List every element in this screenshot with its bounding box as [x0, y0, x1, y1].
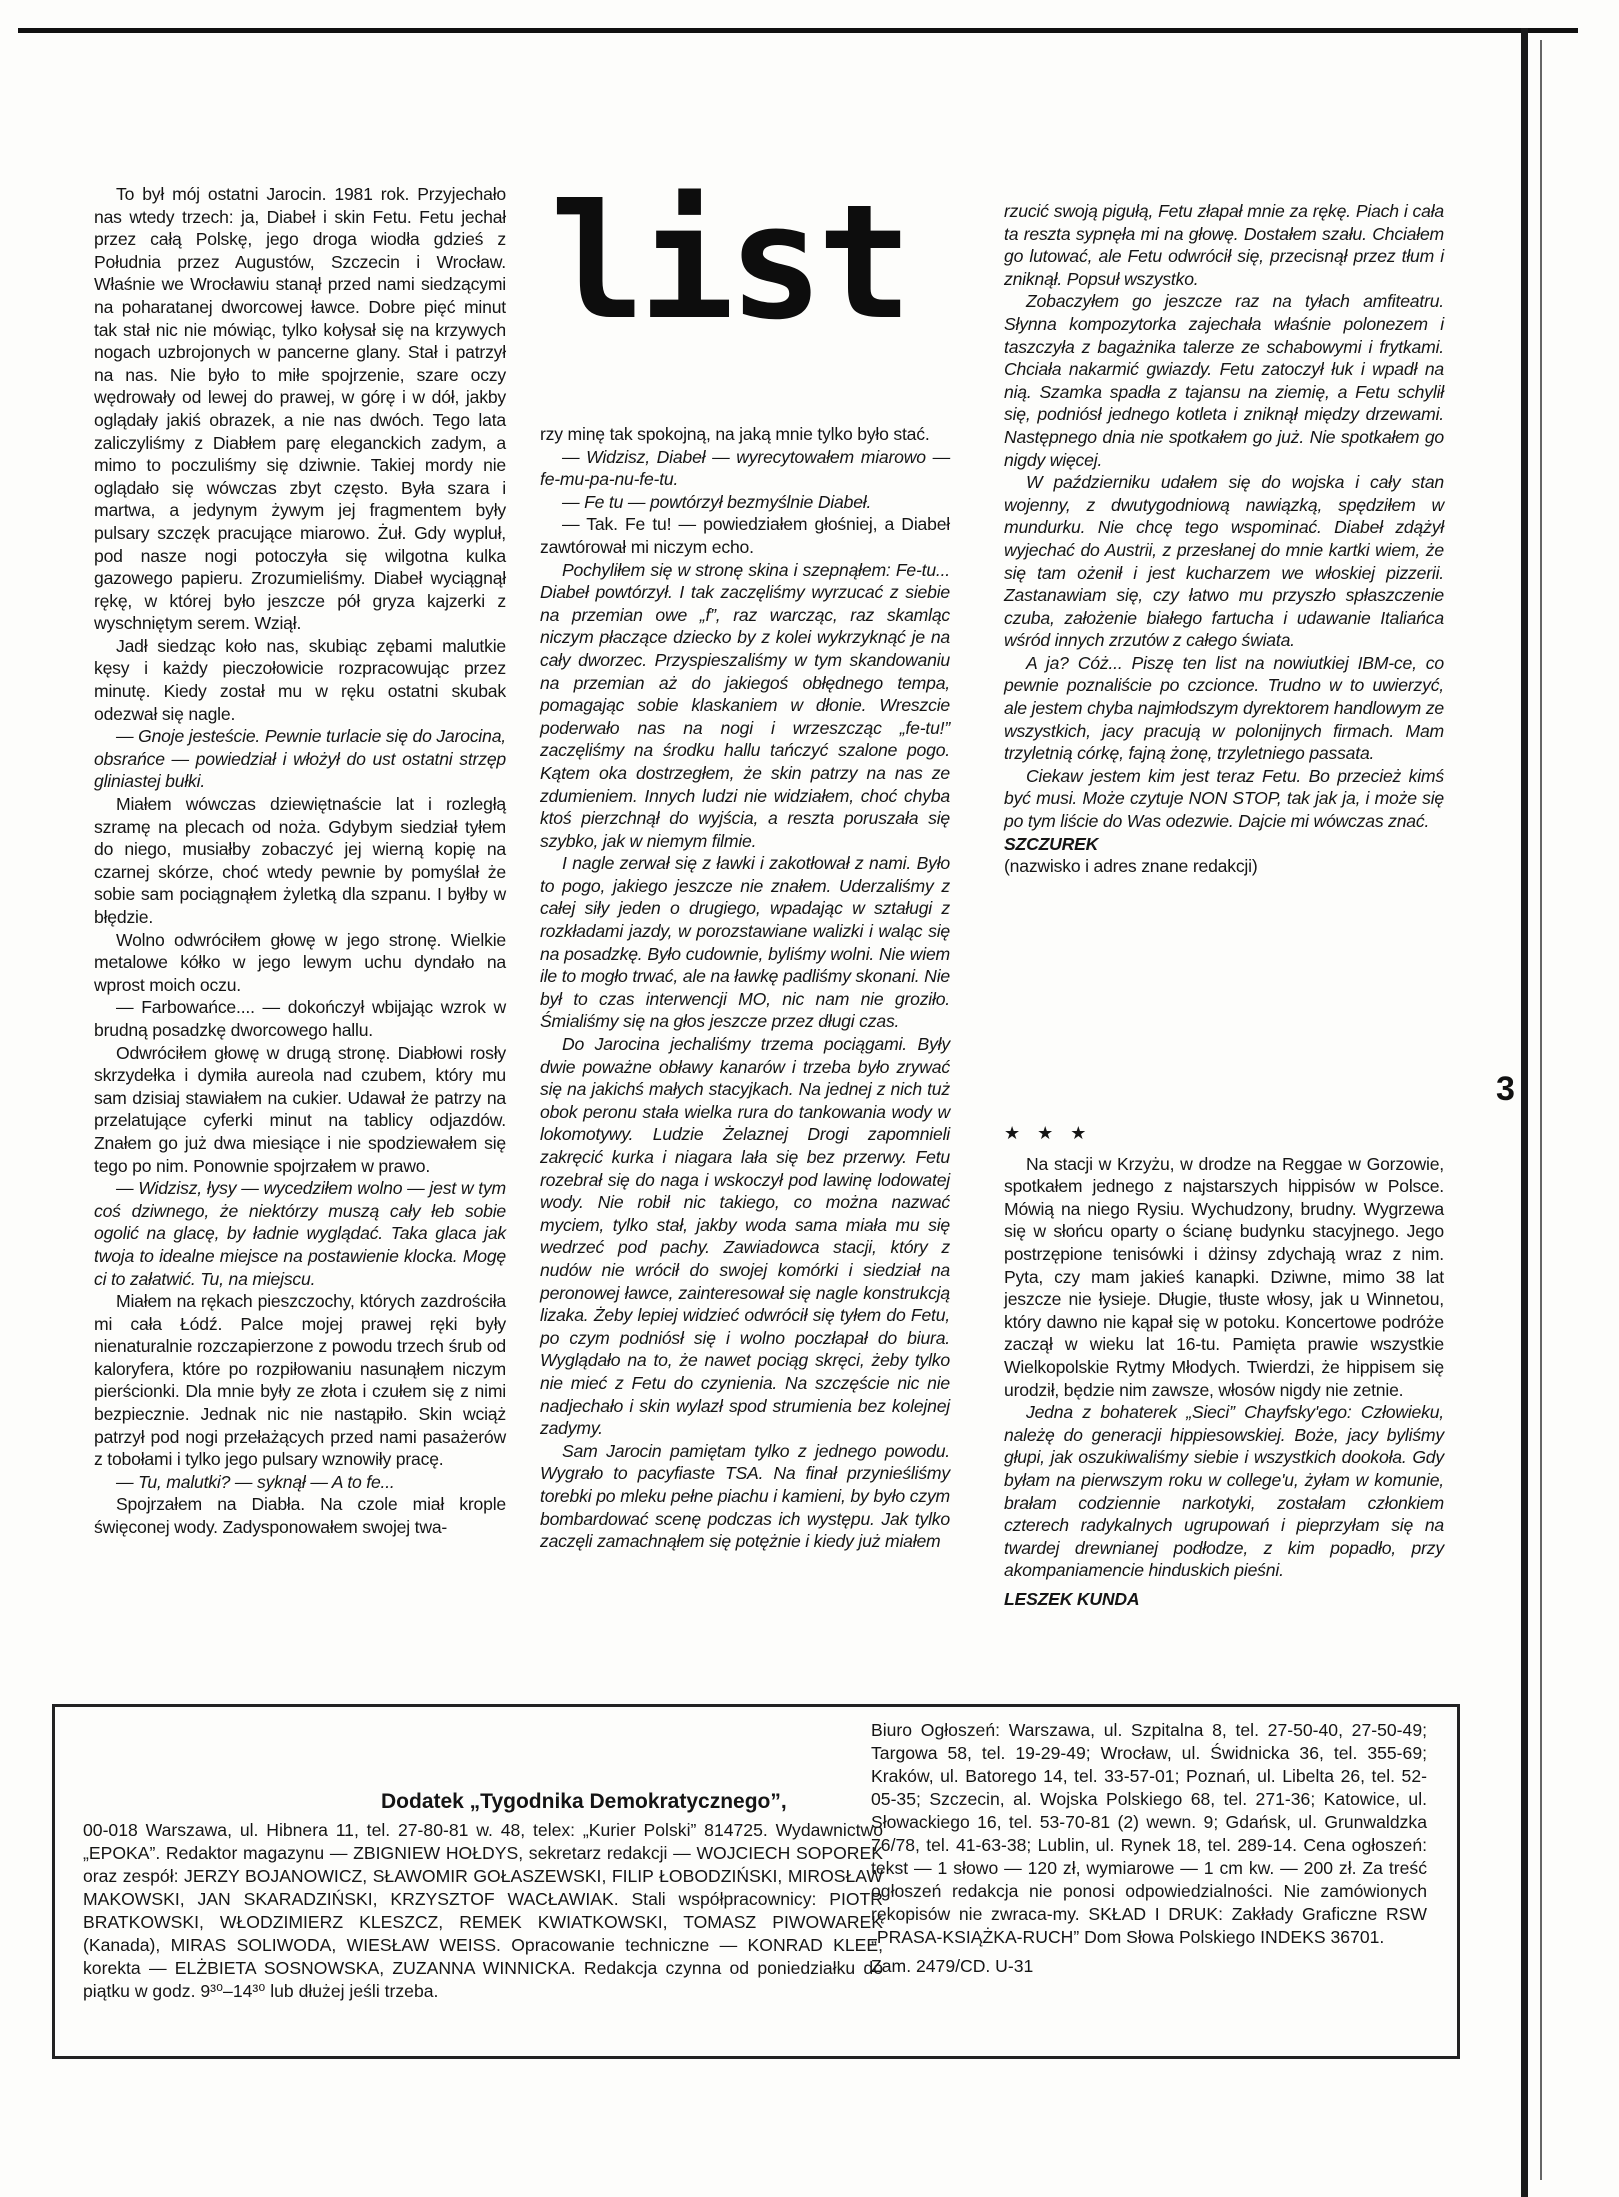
imprint-box	[52, 1704, 1460, 2059]
paragraph: Wolno odwróciłem głowę w jego stronę. Wielkie metalowe kółko w jego lewym uchu dyndało na wprost moich oczu.	[94, 929, 506, 995]
paragraph: — Tak. Fe tu! — powiedziałem głośniej, a Diabeł zawtórował mi niczym echo.	[540, 514, 950, 557]
paragraph: Sam Jarocin pamiętam tylko z jednego powodu. Wygrało to pacyfiaste TSA. Na finał przynieśliśmy torebki po mleku pełne piachu i kamieni, by było czym bombardować scenę podczas ich występu. Jak tylko zaczęli zamachnąłem się potężnie i kiedy już miałem	[540, 1440, 950, 1552]
paragraph: W październiku udałem się do wojska i cały stan wojenny, z dwutygodniową nawiązką, spędziłem w mundurku. Nie chcę tego wspominać. Diabeł zdążył wyjechać do Austrii, z przesłanej do mnie kartki wiem, że się tam ożenił i jest kucharzem we włoskiej pizzerii. Zastanawiam się, czy łatwo mu przyszło spłaszczenie czuba, założenie białego fartucha i udawanie Italiańca wśród innych zrzutów z całego świata.	[1004, 472, 1444, 651]
article-column-2	[540, 423, 950, 1553]
second-article	[1004, 1108, 1444, 1610]
signature-note: (nazwisko i adres znane redakcji)	[1004, 856, 1258, 877]
article-column-1	[94, 183, 506, 1539]
order-number: Zam. 2479/CD. U-31	[871, 1956, 1034, 1976]
paragraph: — Widzisz, Diabeł — wyrecytowałem miarowo — fe-mu-pa-nu-fe-tu.	[540, 446, 950, 490]
paragraph: Miałem na rękach pieszczochy, których zazdrościła mi cała Łódź. Palce mojej prawej ręki były nienaturalnie rozczapierzone z powodu trzech śrub od kaloryfera, które po rozpiłowaniu nasunąłem niczym pierścionki. Dla mnie były ze złota i czułem się z nimi bezpiecznie. Jednak nic nie nastąpiło. Skin wciąż patrzył pod nogi przełażących przed nami pasażerów z tobołami i tylko jego pulsary wznowiły pracę.	[94, 1291, 506, 1470]
top-rule	[18, 28, 1578, 33]
imprint-ads-text: Biuro Ogłoszeń: Warszawa, ul. Szpitalna 8, tel. 27-50-40, 27-50-49; Targowa 58, tel. 19-29-49; Wrocław, ul. Świdnicka 36, tel. 355-69; Kraków, ul. Batorego 14, tel. 33-57-01; Poznań, ul. Libelta 26, tel. 52-05-35; Szczecin, al. Wojska Polskiego 68, tel. 271-36; Katowice, ul. Słowackiego 16, tel. 53-70-81 (2) wewn. 9; Gdańsk, ul. Grunwaldzka 76/78, tel. 41-63-38; Lublin, ul. Rynek 18, tel. 289-14. Cena ogłoszeń: tekst — 1 słowo — 120 zł, wymiarowe — 1 cm kw. — 200 zł. Za treść ogłoszeń redakcja nie ponosi odpowiedzialności. Nie zamówionych rękopisów nie zwraca-my. SKŁAD I DRUK: Zakłady Graficzne RSW „PRASA-KSIĄŻKA-RUCH” Dom Słowa Polskiego INDEKS 36701.	[871, 1720, 1427, 1947]
paragraph: Pochyliłem się w stronę skina i szepnąłem: Fe-tu... Diabeł powtórzył. I tak zaczęliśmy wyrzucać z siebie na przemian owe „f”, raz warcząc, raz skamląc niczym płaczące dziecko by z kolei wykrzyknąć je na cały dworzec. Przyspieszaliśmy w tym skandowaniu na przemian aż do jakiegoś obłędnego tempa, pomagając sobie klaskaniem w dłonie. Wreszcie poderwało nas na nogi i wrzeszcząc „fe-tu!” zaczęliśmy na środku hallu tańczyć szalone pogo. Kątem oka dostrzegłem, że skin patrzy na nas ze zdumieniem. Innych ludzi nie widziałem, choć chyba ktoś pierzchnął do wyjścia, a reszta poruszała się szybko, jak w niemym filmie.	[540, 559, 950, 851]
paragraph: Do Jarocina jechaliśmy trzema pociągami. Były dwie poważne obławy kanarów i trzeba było zrywać się na jakichś małych stacyjkach. Na jednej z nich tuż obok peronu stała wielka rura do tankowania wody w lokomotywy. Ludzie Żelaznej Drogi zapomnieli zakręcić kurka i niagara lała się bez przerwy. Fetu rozebrał się do naga i wskoczył pod lawinę lodowatej wody. Nie robił nic takiego, co można nazwać myciem, tylko stał, jakby woda sama miała mu się wedrzeć pod pachy. Zawiadowca stacji, który z nudów nie wrócił do swojej komórki i siedział na peronowej ławce, zainteresował się nagle konstrukcją lizaka. Żeby lepiej widzieć odwrócił się tyłem do Fetu, po czym podniósł się i wolno poczłapał do biura. Wyglądało na to, że nawet pociąg skręci, żeby tylko nie mieć z Fetu do czynienia. Na szczęście nic nie nadjechało i skin wylazł spod strumienia bez kolejnej zadymy.	[540, 1034, 950, 1439]
second-author-signature: LESZEK KUNDA	[1004, 1588, 1140, 1609]
paragraph: Ciekaw jestem kim jest teraz Fetu. Bo przecież kimś być musi. Może czytuje NON STOP, tak jak ja, i może się po tym liście do Was odezwie. Dajcie mi wówczas znać.	[1004, 765, 1444, 832]
right-edge-rule	[1521, 28, 1528, 2197]
imprint-right	[871, 1719, 1427, 1978]
paragraph: — Gnoje jesteście. Pewnie turlacie się do Jarocina, obsrańce — powiedział i włożył do ust ostatni strzęp gliniastej bułki.	[94, 726, 506, 792]
paragraph: Odwróciłem głowę w drugą stronę. Diabłowi rosły skrzydełka i dymiła aureola nad czubem, który mu sam dzisiaj stawiałem na cukier. Udawał że patrzy na przelatujące cyferki minut na tablicy odjazdów. Znałem go już dwa miesiące i nie spodziewałem się tego po nim. Ponownie spojrzałem w prawo.	[94, 1042, 506, 1176]
paragraph: Zobaczyłem go jeszcze raz na tyłach amfiteatru. Słynna kompozytorka zajechała właśnie polonezem i taszczyła z bagażnika talerze ze schabowymi i frytkami. Chciała nakarmić gwiazdy. Fetu zatoczył łuk i wpadł na nią. Szamka spadła z tajansu na ziemię, a Fetu schylił się, podniósł jednego kotleta i zniknął między drzewami. Następnego dnia nie spotkałem go już. Nie spotkałem go nigdy więcej.	[1004, 291, 1444, 470]
article-title: list	[550, 171, 907, 355]
paragraph: rzy minę tak spokojną, na jaką mnie tylko było stać.	[540, 424, 930, 444]
paragraph: rzucić swoją pigułą, Fetu złapał mnie za rękę. Piach i cała ta reszta sypnęła mi na głowę. Dostałem szału. Chciałem go lutować, ale Fetu odwrócił się, przecisnął przez tłum i zniknął. Popsuł wszystko.	[1004, 201, 1444, 289]
author-signature: SZCZUREK	[1004, 833, 1099, 854]
article-column-3	[1004, 200, 1444, 878]
paragraph: — Farbowańce.... — dokończył wbijając wzrok w brudną posadzkę dworcowego hallu.	[94, 997, 506, 1040]
paragraph: Spojrzałem na Diabła. Na czole miał krople święconej wody. Zadysponowałem swojej twa-	[94, 1494, 506, 1538]
paragraph: Na stacji w Krzyżu, w drodze na Reggae w Gorzowie, spotkałem jednego z najstarszych hippisów w Polsce. Mówią na niego Rysiu. Wychudzony, brudny. Wygrzewa się w słońcu oparty o ścianę budynku stacyjnego. Jego postrzępione tenisówki i dżinsy zdychają wraz z nim. Pyta, czy mam jakieś kanapki. Dziwne, mimo 38 lat jeszcze nie łysieje. Długie, tłuste włosy, jak u Winnetou, który dawno nie kąpał się w potoku. Koncertowe podróże zaczął w wieku lat 16-tu. Pamięta prawie wszystkie Wielkopolskie Rytmy Młodych. Twierdzi, że hippisem się urodził, będzie nim zawsze, włosów nigdy nie zetnie.	[1004, 1153, 1444, 1400]
paragraph: To był mój ostatni Jarocin. 1981 rok. Przyjechało nas wtedy trzech: ja, Diabeł i skin Fetu. Fetu jechał przez całą Polskę, jego droga wiodła gdzieś z Południa przez Augustów, Szczecin i Wrocław. Właśnie we Wrocławiu stanął przed nami siedzącymi na poharatanej dworcowej ławce. Dobre pięć minut tak stał nic nie mówiąc, tylko kołysał się na krzywych nogach uzbrojonych w pancerne glany. Stał i patrzył na nas. Nie było to miłe spojrzenie, szare oczy wędrowały od lewej do prawej, w górę i w dół, jakby oglądały jakiś obrazek, a nie nas dwóch. Tego lata zaliczyliśmy z Diabłem parę eleganckich zadym, a mimo to poczuliśmy się dziwnie. Takiej mordy nie oglądało się wówczas zbyt często. Była szara i martwa, a jedynym żywym jej fragmentem były pulsary szczęk pracujące miarowo. Żuł. Gdy wypluł, pod nasze nogi potoczyła się wilgotna kulka gazowego papieru. Zrozumieliśmy. Diabeł wyciągnął rękę, w której było jeszcze pół gryza kajzerki z wyschniętym serem. Wziął.	[94, 184, 506, 634]
paragraph: I nagle zerwał się z ławki i zakotłował z nami. Było to pogo, jakiego jeszcze nie znałem. Uderzaliśmy z całej siły jeden o drugiego, wpadając w ształugi z rozkładami jazdy, w porozstawiane walizki i waląc się na posadzkę. Było cudownie, byliśmy wolni. Nie wiem ile to mogło trwać, ale na ławkę padliśmy skonani. Nie był to czas interwencji MO, nic nam nie groziło. Śmialiśmy się na głos jeszcze przez długi czas.	[540, 853, 950, 1032]
page-number: 3	[1496, 1070, 1515, 1108]
right-edge-line	[1540, 40, 1542, 2180]
imprint-heading: Dodatek „Tygodnika Demokratycznego”,	[381, 1790, 787, 1813]
paragraph: — Widzisz, łysy — wycedziłem wolno — jest w tym coś dziwnego, że niektórzy muszą cały łeb sobie ogolić na glacę, by ładnie wyglądać. Taka glaca jak twoja to idealne miejsce na postawienie klocka. Mogę ci to załatwić. Tu, na miejscu.	[94, 1178, 506, 1289]
paragraph: Miałem wówczas dziewiętnaście lat i rozległą szramę na plecach od noża. Gdybym siedział tyłem do niego, musiałby zobaczyć jej wierną kopię na czarnej skórze, choć wtedy pewnie by pomyślał że sobie sam pociągnąłem żyletką dla szpanu. I byłby w błędzie.	[94, 794, 506, 927]
section-divider-stars: ★ ★ ★	[1004, 1123, 1093, 1143]
imprint-editorial-text: 00-018 Warszawa, ul. Hibnera 11, tel. 27-80-81 w. 48, telex: „Kurier Polski” 814725. Wydawnictwo „EPOKA”. Redaktor magazynu — ZBIGNIEW HOŁDYS, sekretarz redakcji — WOJCIECH SOPOREK oraz zespół: JERZY BOJANOWICZ, SŁAWOMIR GOŁASZEWSKI, FILIP ŁOBODZIŃSKI, MIROSŁAW MAKOWSKI, JAN SKARADZIŃSKI, KRZYSZTOF WACŁAWIAK. Stali współpracownicy: PIOTR BRATKOWSKI, WŁODZIMIERZ KLESZCZ, REMEK KWIATKOWSKI, TOMASZ PIWOWAREK (Kanada), MIRAS SOLIWODA, WIESŁAW WEISS. Opracowanie techniczne — KONRAD KLEE, korekta — ELŻBIETA SOSNOWSKA, ZUZANNA WINNICKA. Redakcja czynna od poniedziałku do piątku w godz. 9³⁰–14³⁰ lub dłużej jeśli trzeba.	[83, 1820, 883, 2001]
paragraph: Jedna z bohaterek „Sieci” Chayfsky'ego: Człowieku, należę do generacji hippiesowskiej. Boże, jacy byliśmy głupi, jak oszukiwaliśmy siebie i wszystkich dookoła. Gdy byłam na pierwszym roku w college'u, żyłam w komunie, brałam codziennie narkotyki, zostałam członkiem czterech radykalnych ugrupowań i pieprzyłam się na twardej drewnianej podłodze, z kim popadło, przy akompaniamencie hinduskich pieśni.	[1004, 1402, 1444, 1581]
paragraph: A ja? Cóż... Piszę ten list na nowiutkiej IBM-ce, co pewnie poznaliście po czcionce. Trudno w to uwierzyć, ale jestem chyba najmłodszym dyrektorem handlowym ze wszystkich, jacy pracują w polonijnych firmach. Mam trzyletnią córkę, fajną żonę, trzyletniego passata.	[1004, 652, 1444, 764]
paragraph: Jadł siedząc koło nas, skubiąc zębami malutkie kęsy i każdy pieczołowicie rozpracowując przez minutę. Kiedy został mu w ręku ostatni skubak odezwał się nagle.	[94, 635, 506, 724]
paragraph: — Tu, malutki? — syknął — A to fe...	[116, 1471, 395, 1492]
paragraph: — Fe tu — powtórzył bezmyślnie Diabeł.	[562, 491, 872, 512]
